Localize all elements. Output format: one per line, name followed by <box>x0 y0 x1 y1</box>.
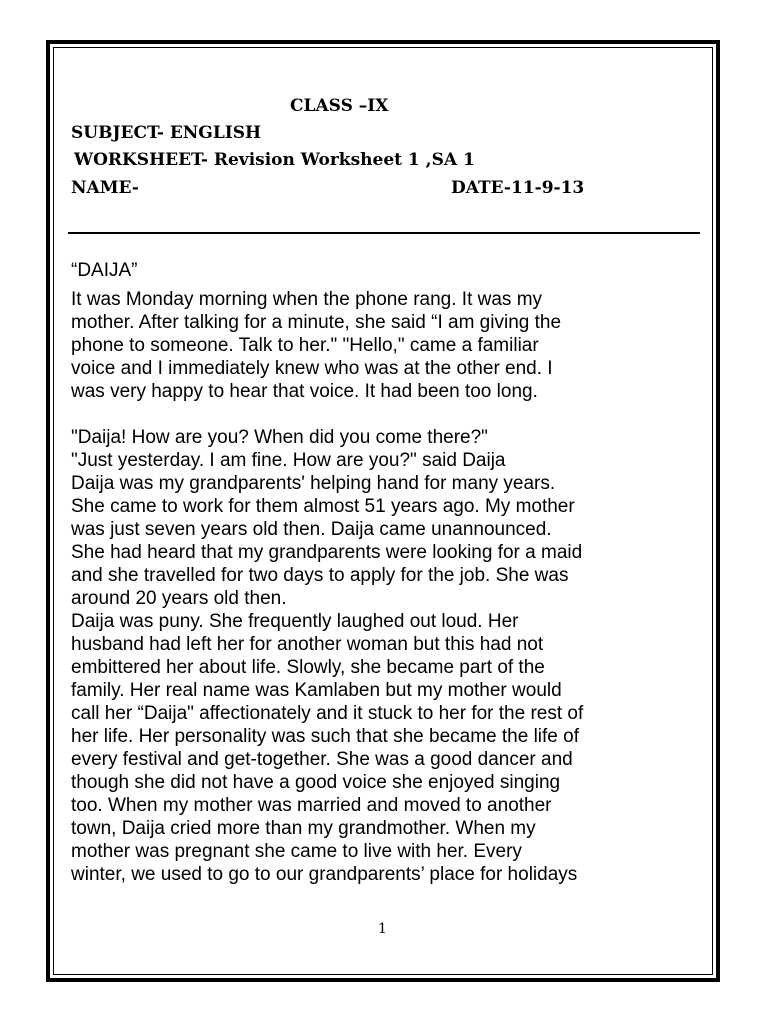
worksheet-heading: WORKSHEET- Revision Worksheet 1 ,SA 1 <box>74 150 475 170</box>
header-divider <box>68 232 700 234</box>
story-line: family. Her real name was Kamlaben but my mother would <box>71 680 562 701</box>
class-heading: CLASS –IX <box>290 96 389 116</box>
story-line: town, Daija cried more than my grandmother. When my <box>71 818 536 839</box>
story-line: was just seven years old then. Daija came unannounced. <box>71 519 552 540</box>
subject-heading: SUBJECT- ENGLISH <box>71 123 262 143</box>
date-label: DATE-11-9-13 <box>451 178 585 198</box>
story-line: winter, we used to go to our grandparents’ place for holidays <box>71 864 578 885</box>
story-line: and she travelled for two days to apply for the job. She was <box>71 565 569 586</box>
story-line: her life. Her personality was such that she became the life of <box>71 726 579 747</box>
story-line: She came to work for them almost 51 years ago. My mother <box>71 496 575 517</box>
story-line: though she did not have a good voice she enjoyed singing <box>71 772 561 793</box>
story-line: phone to someone. Talk to her." "Hello," came a familiar <box>71 335 539 356</box>
page-number: 1 <box>378 921 387 937</box>
story-line: embittered her about life. Slowly, she became part of the <box>71 657 545 678</box>
story-line: Daija was puny. She frequently laughed out loud. Her <box>71 611 519 632</box>
story-line: She had heard that my grandparents were looking for a maid <box>71 542 583 563</box>
story-line: was very happy to hear that voice. It had been too long. <box>71 381 538 402</box>
story-line: It was Monday morning when the phone rang. It was my <box>71 289 543 310</box>
name-label: NAME- <box>71 178 139 198</box>
story-line: too. When my mother was married and moved to another <box>71 795 552 816</box>
story-line: around 20 years old then. <box>71 588 287 609</box>
story-line: every festival and get-together. She was a good dancer and <box>71 749 573 770</box>
story-line: "Just yesterday. I am fine. How are you?" said Daija <box>71 450 506 471</box>
story-line: call her “Daija" affectionately and it stuck to her for the rest of <box>71 703 584 724</box>
story-line: mother was pregnant she came to live with her. Every <box>71 841 522 862</box>
story-line: mother. After talking for a minute, she said “I am giving the <box>71 312 562 333</box>
story-title: “DAIJA” <box>71 260 138 281</box>
story-line: voice and I immediately knew who was at the other end. I <box>71 358 553 379</box>
story-line: husband had left her for another woman but this had not <box>71 634 544 655</box>
story-line: "Daija! How are you? When did you come there?" <box>71 427 488 448</box>
story-line: Daija was my grandparents' helping hand for many years. <box>71 473 556 494</box>
